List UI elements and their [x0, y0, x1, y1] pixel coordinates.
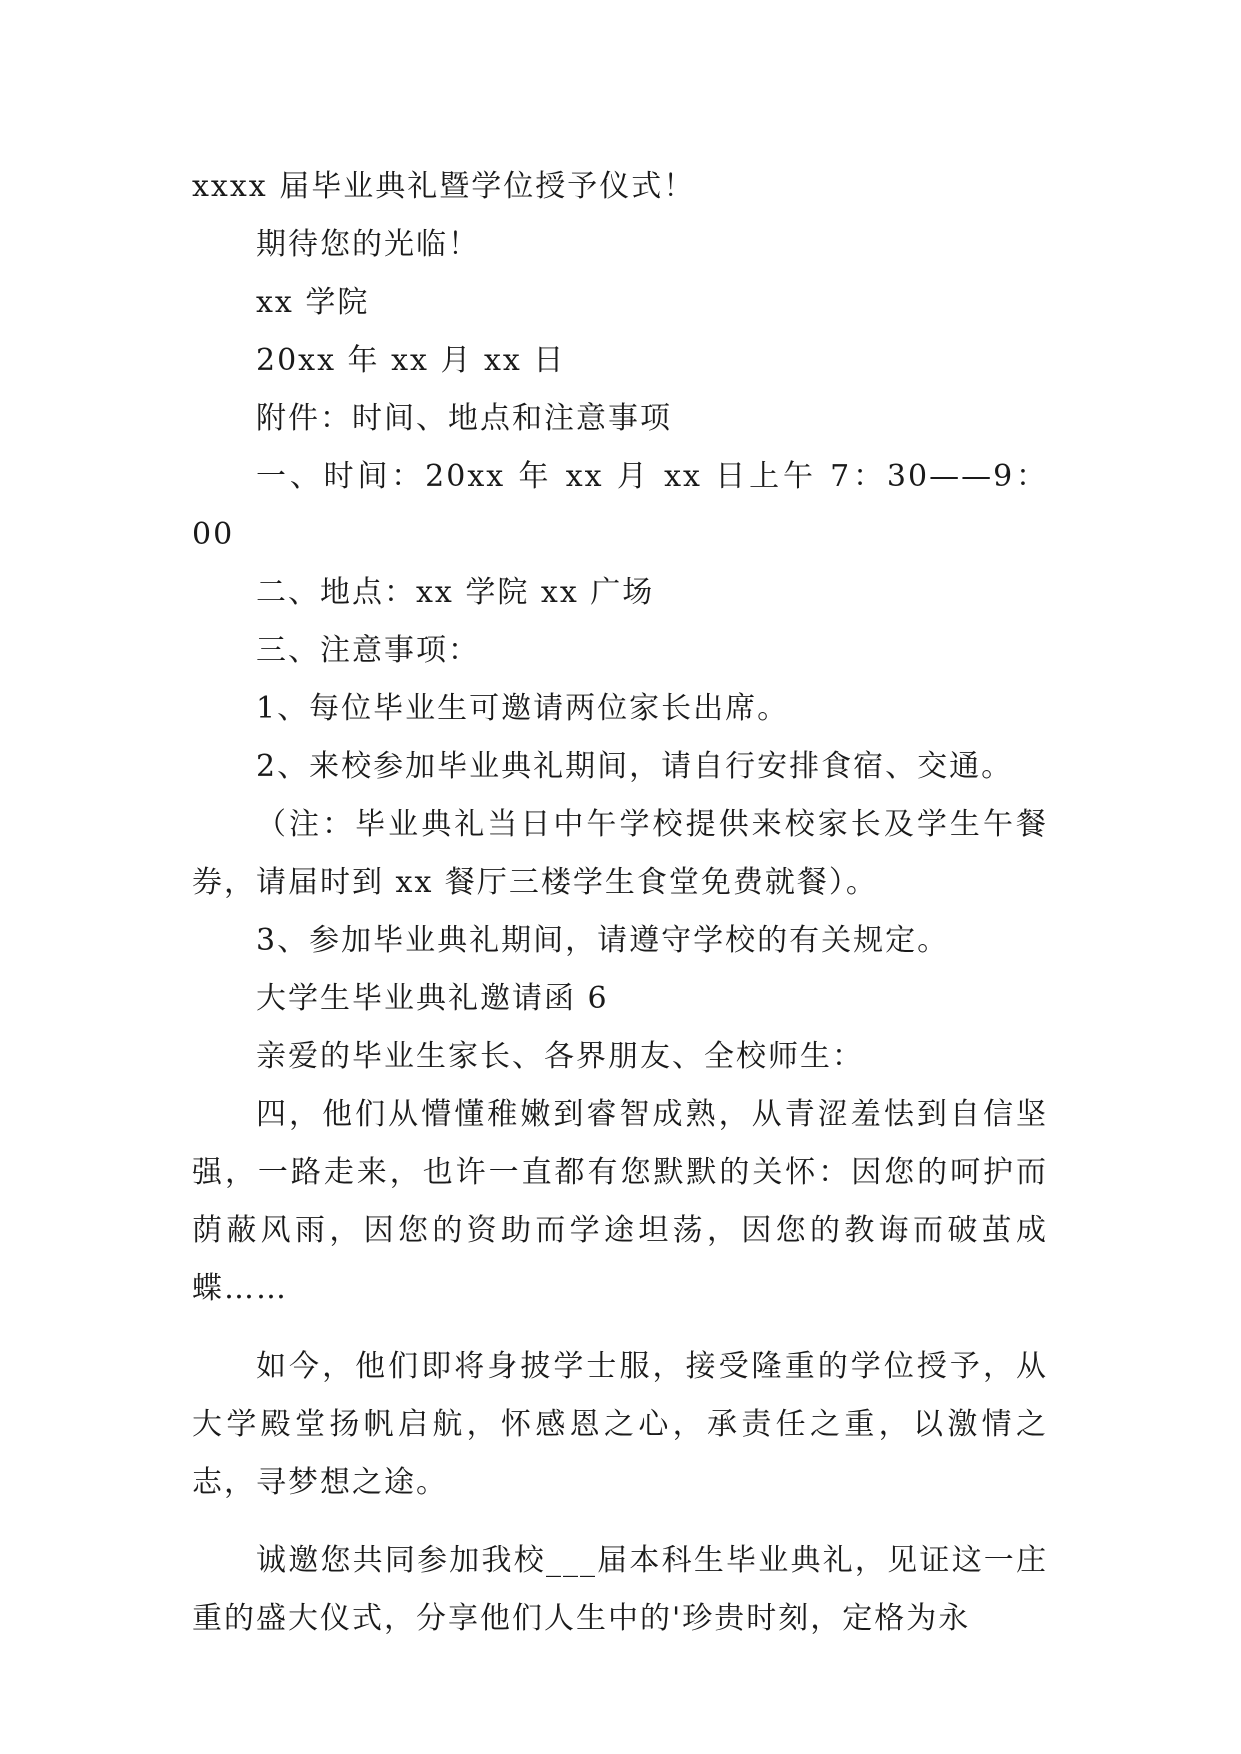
paragraph-body-1: 四，他们从懵懂稚嫩到睿智成熟，从青涩羞怯到自信坚强，一路走来，也许一直都有您默默的关怀：因您的呵护而荫蔽风雨，因您的资助而学途坦荡，因您的教诲而破茧成蝶…… [192, 1097, 1048, 1306]
paragraph-ceremony-title-line: xxxx 届毕业典礼暨学位授予仪式！ [192, 169, 696, 204]
paragraph-body-3: 诚邀您共同参加我校___届本科生毕业典礼，见证这一庄重的盛大仪式，分享他们人生中的'珍贵时刻，定格为永 [192, 1543, 1048, 1636]
paragraph-note-2: 2、来校参加毕业典礼期间，请自行安排食宿、交通。 [256, 749, 1014, 784]
paragraph-note-remark: （注：毕业典礼当日中午学校提供来校家长及学生午餐券，请届时到 xx 餐厅三楼学生食堂免费就餐）。 [192, 807, 1048, 900]
paragraph-attachment-heading: 附件：时间、地点和注意事项 [256, 401, 672, 436]
paragraph-location: 二、地点：xx 学院 xx 广场 [256, 575, 655, 610]
paragraph-college-signature: xx 学院 [256, 285, 370, 320]
paragraph-time: 一、时间：20xx 年 xx 月 xx 日上午 7：30——9：00 [192, 459, 1048, 552]
paragraph-looking-forward: 期待您的光临！ [256, 227, 480, 262]
paragraph-note-1: 1、每位毕业生可邀请两位家长出席。 [256, 691, 790, 726]
paragraph-date: 20xx 年 xx 月 xx 日 [256, 343, 566, 378]
paragraph-body-2: 如今，他们即将身披学士服，接受隆重的学位授予，从大学殿堂扬帆启航，怀感恩之心，承责任之重，以激情之志，寻梦想之途。 [192, 1349, 1048, 1500]
paragraph-section-title: 大学生毕业典礼邀请函 6 [256, 981, 609, 1016]
document-body [192, 158, 1048, 1648]
paragraph-notes-heading: 三、注意事项： [256, 633, 480, 668]
paragraph-note-3: 3、参加毕业典礼期间，请遵守学校的有关规定。 [256, 923, 950, 958]
paragraph-salutation: 亲爱的毕业生家长、各界朋友、全校师生： [256, 1039, 864, 1074]
